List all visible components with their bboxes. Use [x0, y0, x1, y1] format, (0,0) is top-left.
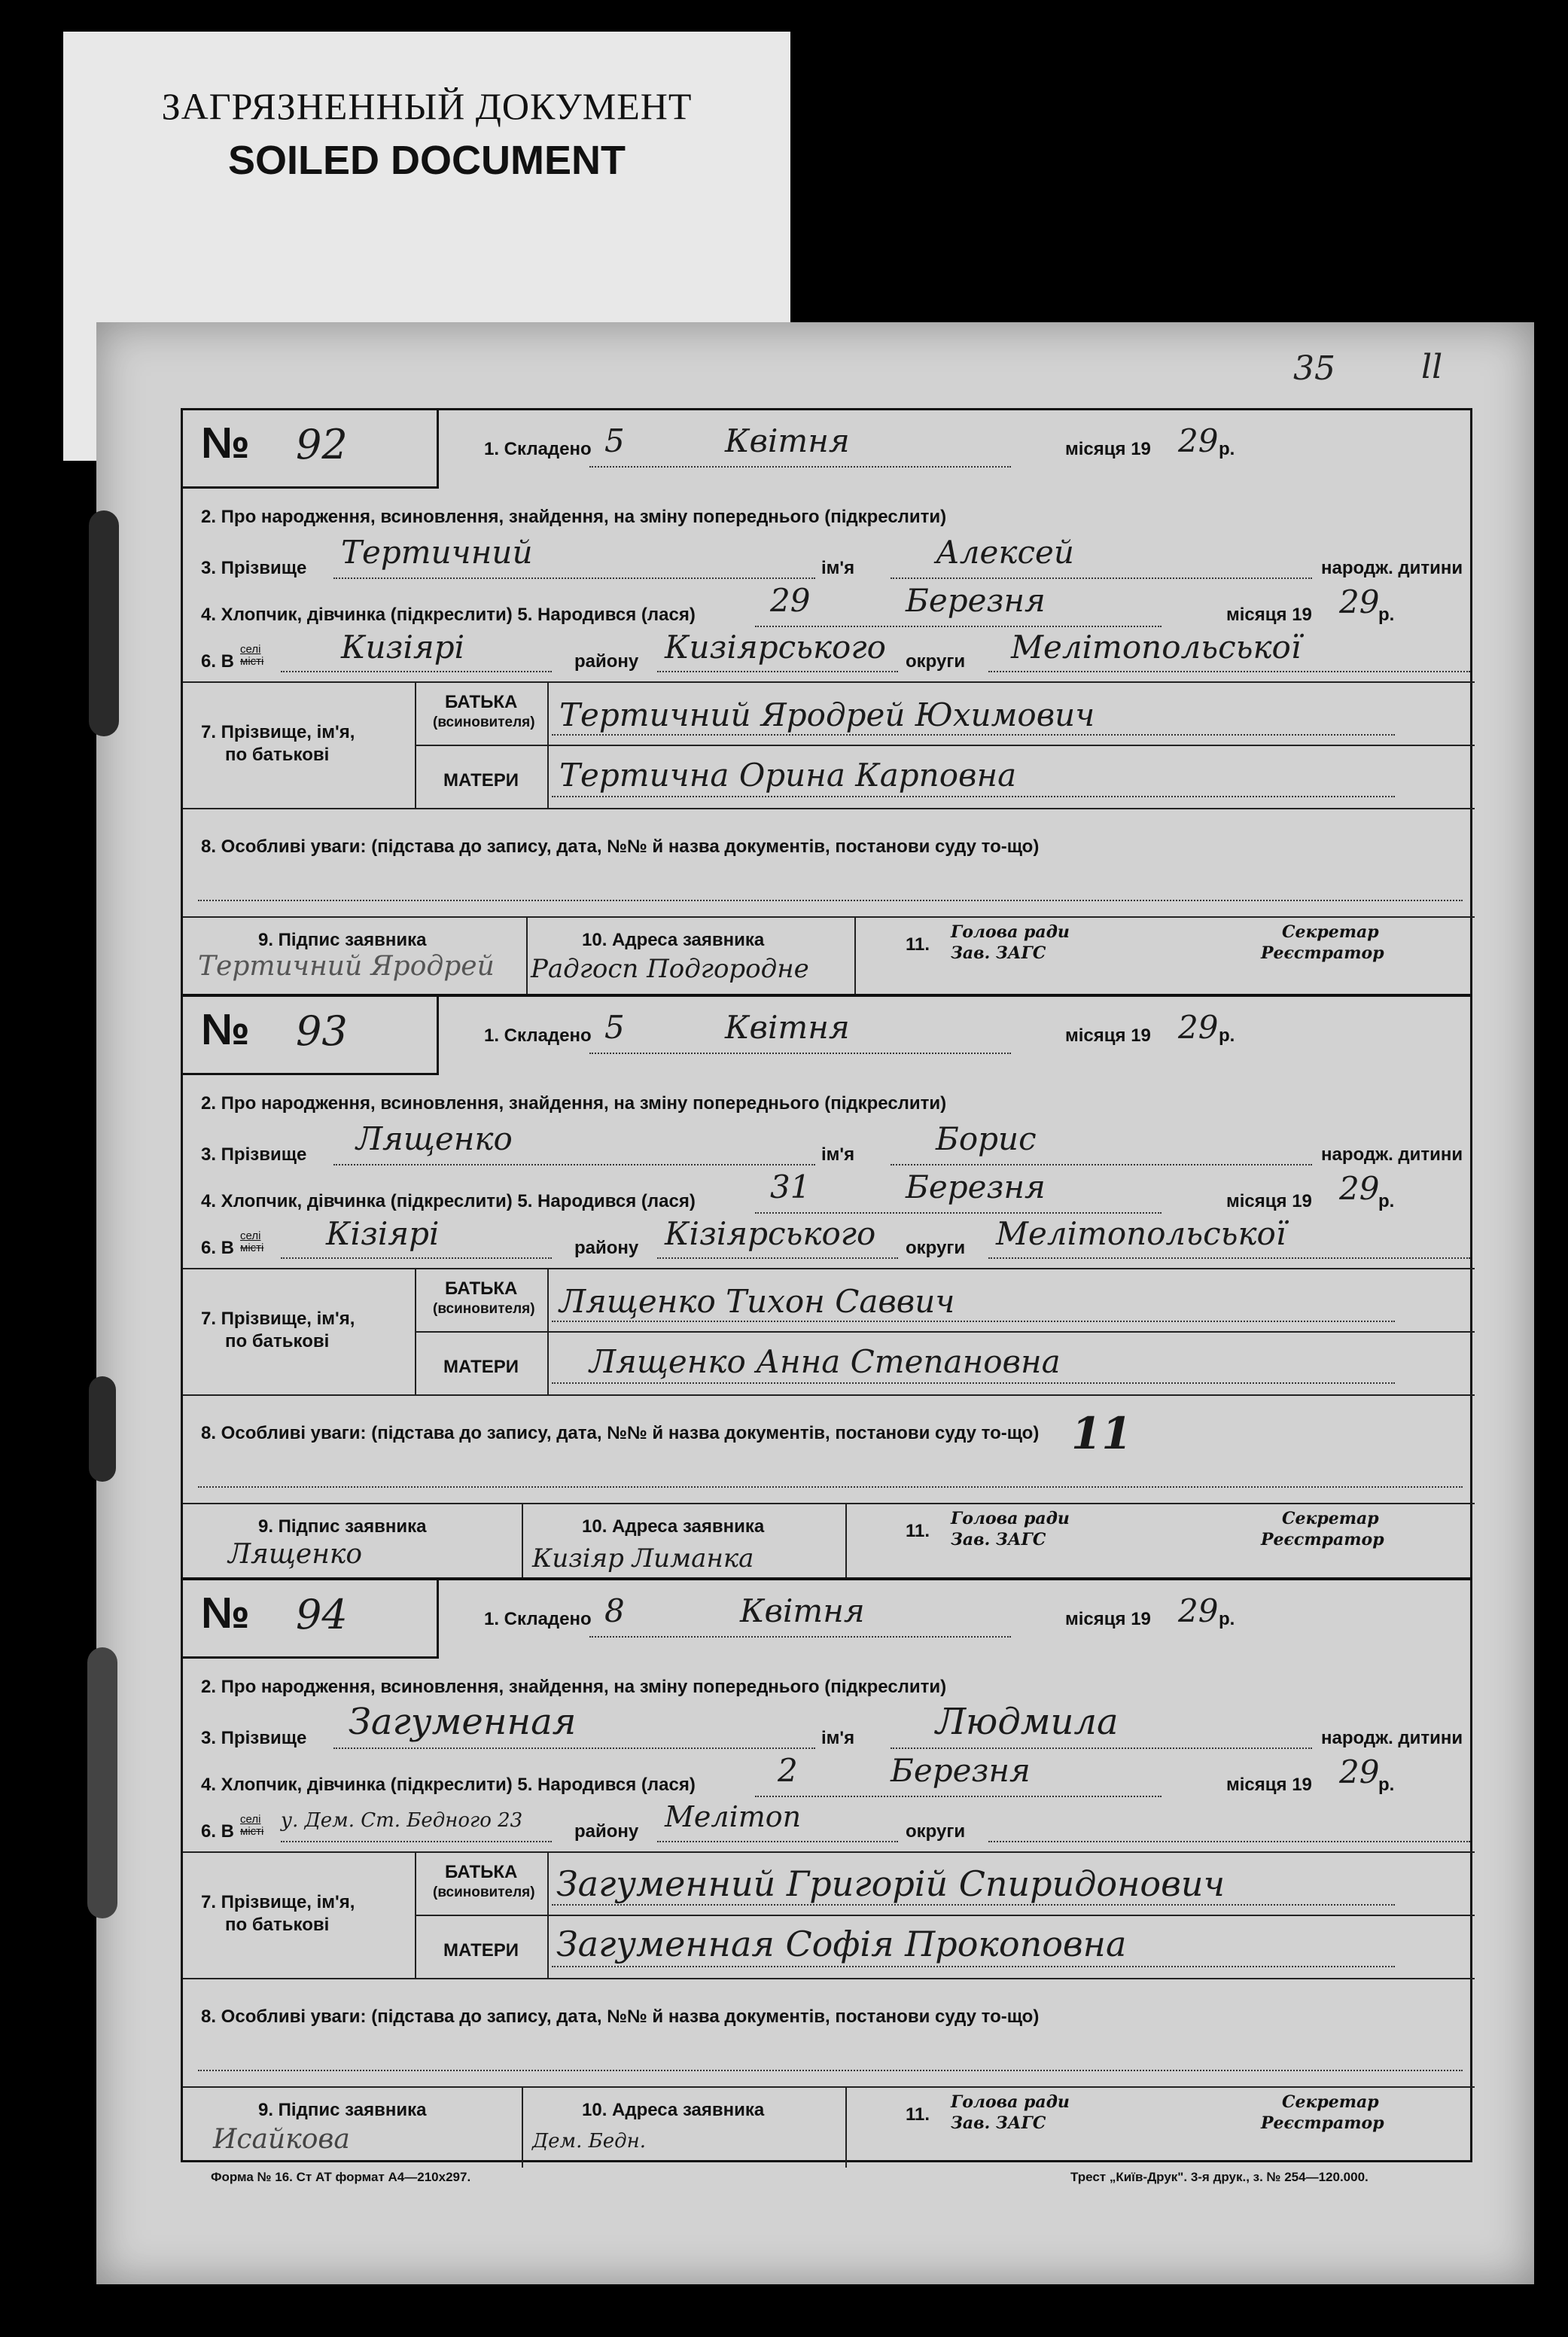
registrar-label: Реєстратор — [1261, 2113, 1384, 2133]
sex-born-label: 4. Хлопчик, дівчинка (підкреслити) 5. Народився (лася) — [201, 1775, 696, 1795]
binding-stain — [89, 1376, 116, 1482]
divider — [183, 1394, 1475, 1396]
birth-month: Березня — [906, 1168, 1046, 1205]
misti-label: місті — [240, 655, 264, 668]
zags-label: Зав. ЗАГС — [951, 1530, 1046, 1549]
divider — [526, 916, 528, 994]
mother-dotline — [552, 796, 1395, 797]
notes-value: 11 — [1071, 1408, 1132, 1459]
birth-day: 2 — [778, 1752, 798, 1789]
divider — [522, 2086, 523, 2168]
birth-year-suffix: р. — [1378, 1191, 1395, 1211]
village-dotline — [281, 671, 552, 672]
surname-label: 3. Прізвище — [201, 1144, 307, 1165]
divider — [183, 808, 1475, 809]
district-label: району — [574, 1821, 639, 1842]
divider — [547, 1851, 549, 1978]
okrug-value: Мелітопольської — [1011, 629, 1302, 666]
entry-number: 92 — [296, 421, 348, 468]
birth-year-suffix: р. — [1378, 1775, 1395, 1795]
notes-dotline — [198, 900, 1463, 901]
name-value: Алексей — [936, 534, 1074, 571]
address-value: Кизіяр Лиманка — [532, 1543, 754, 1574]
divider — [547, 681, 549, 808]
name-value: Людмила — [936, 1701, 1119, 1743]
sign-label: 9. Підпис заявника — [258, 930, 427, 950]
birth-year: 29 — [1339, 1754, 1380, 1790]
binding-stain — [87, 1647, 117, 1918]
okrug-dotline — [988, 1257, 1470, 1259]
year-suffix: р. — [1219, 1609, 1235, 1629]
mother-label: МАТЕРИ — [443, 770, 519, 791]
compiled-label: 1. Складено — [484, 1609, 592, 1629]
father-value: Лященко Тихон Саввич — [559, 1283, 955, 1320]
compiled-year: 29 — [1178, 422, 1219, 459]
parents-block — [183, 681, 1470, 808]
secretary-label: Секретар — [1282, 2092, 1379, 2112]
district-value: Мелітоп — [665, 1800, 802, 1833]
mother-value: Лященко Анна Степановна — [589, 1343, 1061, 1380]
eleven-label: 11. — [906, 934, 930, 955]
okrug-label: округи — [906, 1238, 966, 1258]
surname-value: Лященко — [356, 1120, 513, 1157]
district-dotline — [657, 671, 898, 672]
birth-month: Березня — [906, 582, 1046, 619]
name-dotline — [891, 1164, 1312, 1165]
compiled-month: Квітня — [740, 1592, 865, 1629]
selo-misti — [240, 644, 263, 668]
divider — [845, 1503, 847, 1580]
okrug-label: округи — [906, 1821, 966, 1842]
mother-value: Загуменная Софія Прокоповна — [556, 1924, 1127, 1964]
surname-dotline — [333, 577, 815, 579]
divider — [522, 1503, 523, 1580]
month-year-label: місяця 19 — [1065, 1609, 1151, 1629]
surname-value: Загуменная — [349, 1701, 577, 1743]
register-entry — [183, 994, 1470, 1580]
surname-dotline — [333, 1164, 815, 1165]
birth-dotline — [755, 1796, 1162, 1797]
father-dotline — [552, 1321, 1395, 1322]
compiled-day: 5 — [604, 1009, 625, 1046]
father-sub-label: (всиновителя) — [433, 1885, 535, 1900]
okrug-dotline — [988, 1841, 1470, 1842]
village-dotline — [281, 1841, 552, 1842]
parents-label-1: 7. Прізвище, ім'я, — [201, 1309, 355, 1329]
place-label: 6. В — [201, 651, 235, 672]
compiled-month: Квітня — [725, 422, 850, 459]
surname-label: 3. Прізвище — [201, 558, 307, 578]
divider — [415, 745, 1475, 746]
compiled-year: 29 — [1178, 1592, 1219, 1629]
mother-value: Тертична Орина Карповна — [559, 757, 1017, 794]
mother-label: МАТЕРИ — [443, 1940, 519, 1961]
parents-label-1: 7. Прізвище, ім'я, — [201, 1892, 355, 1912]
surname-value: Тертичний — [341, 534, 533, 571]
register-entry — [183, 410, 1470, 994]
father-value: Тертичний Яродрей Юхимович — [559, 696, 1095, 733]
notes-dotline — [198, 2070, 1463, 2071]
okrug-label: округи — [906, 651, 966, 672]
label-russian: ЗАГРЯЗНЕННЫЙ ДОКУМЕНТ — [161, 85, 693, 127]
father-sub-label: (всиновителя) — [433, 1301, 535, 1317]
zags-label: Зав. ЗАГС — [951, 2113, 1046, 2133]
surname-dotline — [333, 1747, 815, 1749]
secretary-label: Секретар — [1282, 922, 1379, 942]
birth-year: 29 — [1339, 1170, 1380, 1207]
signature-row — [183, 916, 1470, 994]
father-label: БАТЬКА — [445, 1278, 518, 1299]
page-number: 35 — [1293, 349, 1335, 388]
child-label: народж. дитини — [1321, 1144, 1463, 1165]
address-label: 10. Адреса заявника — [582, 1516, 765, 1537]
name-dotline — [891, 577, 1312, 579]
father-dotline — [552, 1904, 1395, 1906]
birth-month-year-label: місяця 19 — [1226, 605, 1312, 625]
binding-stain — [89, 510, 119, 736]
zags-label: Зав. ЗАГС — [951, 943, 1046, 963]
label-english: SOILED DOCUMENT — [227, 138, 626, 183]
sex-born-label: 4. Хлопчик, дівчинка (підкреслити) 5. Народився (лася) — [201, 605, 696, 625]
page-mark: ll — [1421, 348, 1443, 386]
number-sign: № — [201, 1005, 250, 1054]
parents-label-2: по батькові — [225, 745, 330, 765]
birth-month-year-label: місяця 19 — [1226, 1775, 1312, 1795]
head-label: Голова ради — [951, 1509, 1070, 1528]
about-label: 2. Про народження, всиновлення, знайдення, на зміну попереднього (підкреслити) — [201, 1093, 947, 1114]
divider — [845, 2086, 847, 2168]
head-label: Голова ради — [951, 2092, 1070, 2112]
head-label: Голова ради — [951, 922, 1070, 942]
registrar-label: Реєстратор — [1261, 1530, 1384, 1549]
entry-number-box — [183, 410, 439, 489]
register-page — [96, 322, 1534, 2284]
compiled-label: 1. Складено — [484, 1025, 592, 1046]
village-dotline — [281, 1257, 552, 1259]
okrug-dotline — [988, 671, 1470, 672]
parents-block — [183, 1268, 1470, 1394]
sign-value: Исайкова — [213, 2124, 350, 2155]
number-sign: № — [201, 1589, 250, 1638]
sign-value: Тертичний Яродрей — [198, 951, 495, 982]
notes-dotline — [198, 1486, 1463, 1488]
sign-label: 9. Підпис заявника — [258, 2100, 427, 2120]
place-label: 6. В — [201, 1238, 235, 1258]
about-label: 2. Про народження, всиновлення, знайдення, на зміну попереднього (підкреслити) — [201, 507, 947, 527]
district-dotline — [657, 1257, 898, 1259]
district-value: Кизіярського — [665, 629, 886, 666]
mother-dotline — [552, 1966, 1395, 1967]
birth-dotline — [755, 1212, 1162, 1214]
parents-label-2: по батькові — [225, 1331, 330, 1351]
notes-label: 8. Особливі уваги: (підстава до запису, дата, №№ й назва документів, постанови суду то-що) — [201, 1423, 1040, 1443]
father-label: БАТЬКА — [445, 692, 518, 712]
signature-row — [183, 2086, 1470, 2168]
divider — [183, 1978, 1475, 1979]
district-label: району — [574, 651, 639, 672]
compiled-day: 8 — [604, 1592, 625, 1629]
selo-misti — [240, 1230, 263, 1254]
notes-label: 8. Особливі уваги: (підстава до запису, дата, №№ й назва документів, постанови суду то-що) — [201, 836, 1040, 857]
name-label: ім'я — [821, 1728, 855, 1748]
name-value: Борис — [936, 1120, 1037, 1157]
notes-label: 8. Особливі уваги: (підстава до запису, дата, №№ й назва документів, постанови суду то-що) — [201, 2006, 1040, 2027]
compiled-dotline — [589, 1636, 1011, 1638]
mother-label: МАТЕРИ — [443, 1357, 519, 1377]
entry-number-box — [183, 997, 439, 1075]
district-label: району — [574, 1238, 639, 1258]
address-label: 10. Адреса заявника — [582, 2100, 765, 2120]
father-sub-label: (всиновителя) — [433, 715, 535, 730]
selo-misti — [240, 1814, 263, 1838]
compiled-label: 1. Складено — [484, 439, 592, 459]
eleven-label: 11. — [906, 2104, 930, 2125]
parents-block — [183, 1851, 1470, 1978]
divider — [415, 1915, 1475, 1916]
about-label: 2. Про народження, всиновлення, знайдення, на зміну попереднього (підкреслити) — [201, 1677, 947, 1697]
name-dotline — [891, 1747, 1312, 1749]
name-label: ім'я — [821, 558, 855, 578]
parents-label-2: по батькові — [225, 1915, 330, 1935]
entry-number-box — [183, 1580, 439, 1659]
secretary-label: Секретар — [1282, 1509, 1379, 1528]
misti-label: місті — [240, 1242, 264, 1254]
okrug-value: Мелітопольської — [996, 1215, 1286, 1252]
entry-number: 93 — [296, 1007, 348, 1055]
sign-value: Лященко — [228, 1539, 363, 1570]
parents-label-1: 7. Прізвище, ім'я, — [201, 722, 355, 742]
sex-born-label: 4. Хлопчик, дівчинка (підкреслити) 5. Народився (лася) — [201, 1191, 696, 1211]
father-dotline — [552, 734, 1395, 736]
father-label: БАТЬКА — [445, 1862, 518, 1882]
name-label: ім'я — [821, 1144, 855, 1165]
child-label: народж. дитини — [1321, 1728, 1463, 1748]
sign-label: 9. Підпис заявника — [258, 1516, 427, 1537]
divider — [854, 916, 856, 994]
district-dotline — [657, 1841, 898, 1842]
compiled-dotline — [589, 466, 1011, 468]
birth-year: 29 — [1339, 583, 1380, 620]
birth-month-year-label: місяця 19 — [1226, 1191, 1312, 1211]
compiled-month: Квітня — [725, 1009, 850, 1046]
divider — [547, 1268, 549, 1394]
compiled-year: 29 — [1178, 1009, 1219, 1046]
entry-number: 94 — [296, 1591, 348, 1638]
signature-row — [183, 1503, 1470, 1580]
footer-form-info: Форма № 16. Ст АТ формат А4—210x297. — [211, 2170, 471, 2184]
year-suffix: р. — [1219, 1025, 1235, 1046]
village-value: у. Дем. Ст. Бедного 23 — [281, 1809, 523, 1832]
address-label: 10. Адреса заявника — [582, 930, 765, 950]
village-value: Кизіярі — [341, 629, 465, 666]
birth-year-suffix: р. — [1378, 605, 1395, 625]
child-label: народж. дитини — [1321, 558, 1463, 578]
misti-label: місті — [240, 1825, 264, 1838]
birth-day: 31 — [770, 1168, 811, 1205]
place-label: 6. В — [201, 1821, 235, 1842]
divider — [415, 1331, 1475, 1333]
register-entry — [183, 1577, 1470, 2168]
registrar-label: Реєстратор — [1261, 943, 1384, 963]
number-sign: № — [201, 419, 250, 468]
selo-label: селі — [240, 643, 261, 656]
footer-printer-info: Трест „Київ-Друк". 3-я друк., з. № 254—120.000. — [1070, 2170, 1369, 2184]
eleven-label: 11. — [906, 1521, 930, 1541]
address-value: Радгосп Подгородне — [531, 954, 809, 984]
birth-month: Березня — [891, 1752, 1031, 1789]
compiled-day: 5 — [604, 422, 625, 459]
birth-register-form — [181, 408, 1472, 2162]
address-value: Дем. Бедн. — [532, 2130, 646, 2153]
compiled-dotline — [589, 1053, 1011, 1054]
father-value: Загуменний Григорій Спиридонович — [556, 1863, 1225, 1904]
birth-day: 29 — [770, 582, 811, 619]
year-suffix: р. — [1219, 439, 1235, 459]
selo-label: селі — [240, 1229, 261, 1242]
mother-dotline — [552, 1382, 1395, 1384]
district-value: Кізіярського — [665, 1215, 876, 1252]
selo-label: селі — [240, 1813, 261, 1826]
village-value: Кізіярі — [326, 1215, 440, 1252]
birth-dotline — [755, 626, 1162, 627]
month-year-label: місяця 19 — [1065, 439, 1151, 459]
surname-label: 3. Прізвище — [201, 1728, 307, 1748]
month-year-label: місяця 19 — [1065, 1025, 1151, 1046]
